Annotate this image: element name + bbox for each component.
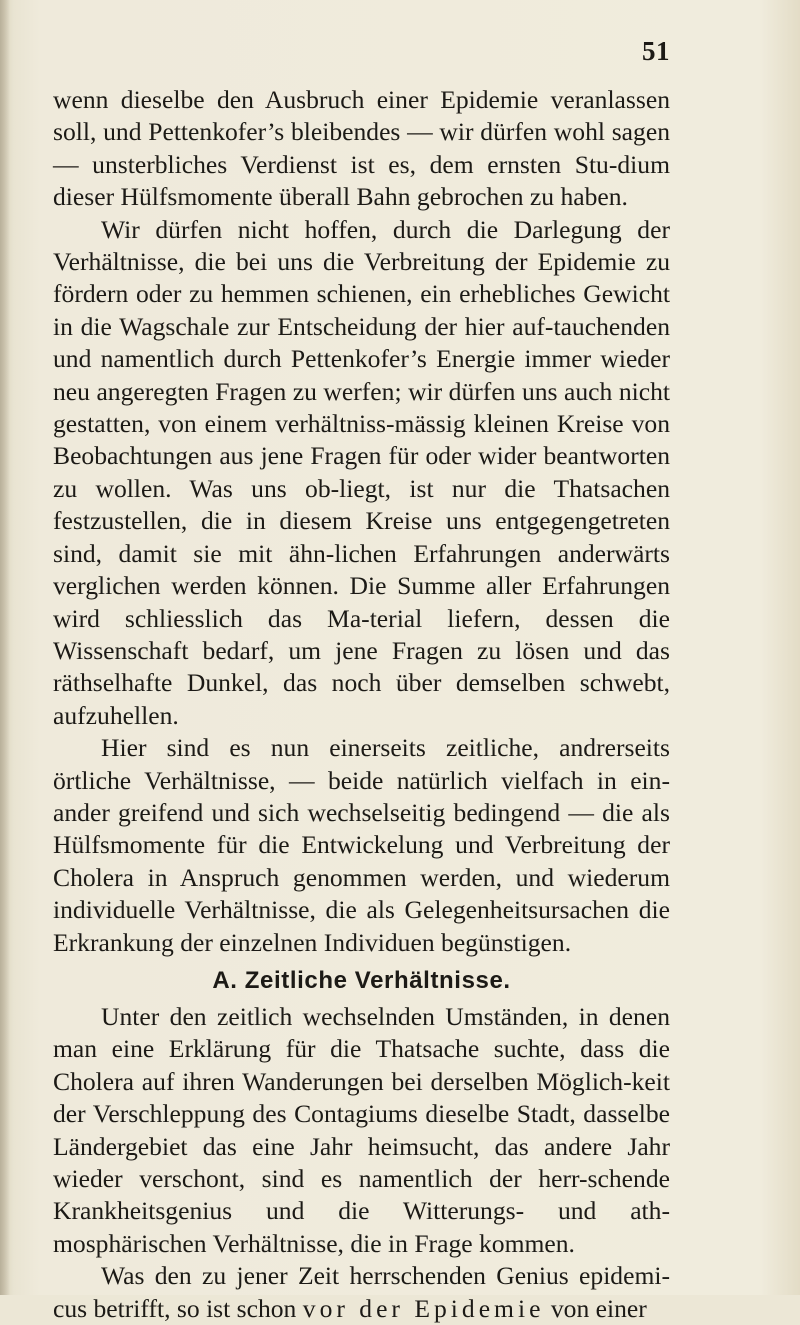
section-heading: A. Zeitliche Verhältnisse. xyxy=(212,966,511,994)
paragraph-3: Hier sind es nun einerseits zeitliche, andrerseits örtliche Verhältnisse, — beide natürlich vielfach in ein-ander greifend und sich wechselseitig bedingend — die als Hülfsmomente für die Entwickelung und Verbreitung der Cholera in Anspruch genommen werden, und wiederum individuelle Verhältnisse, die als Gelegenheitsursachen die Erkrankung der einzelnen Individuen begünstigen. xyxy=(53,733,670,957)
emphasized-spaced-text: vor der Epidemie xyxy=(302,1293,545,1323)
body-text xyxy=(53,84,670,1325)
page-gutter-shadow xyxy=(0,0,10,1295)
paragraph-4: Unter den zeitlich wechselnden Umständen, in denen man eine Erklärung für die Thatsache suchte, dass die Cholera auf ihren Wanderungen bei derselben Möglich-keit der Verschleppung des Contagiums dieselbe Stadt, dasselbe Ländergebiet das eine Jahr heimsucht, das andere Jahr wieder verschont, sind es namentlich der herr-schende Krankheitsgenius und die Witterungs- und ath-mosphärischen Verhältnisse, die in Frage kommen. xyxy=(53,1001,670,1258)
paragraph-5-start: Was den zu jener Zeit herrschenden Genius epidemi-cus betrifft, so ist schon xyxy=(53,1261,670,1323)
page-number: 51 xyxy=(642,36,670,66)
paragraph-5-end: von einer xyxy=(550,1293,647,1323)
paragraph-1: wenn dieselbe den Ausbruch einer Epidemie veranlassen soll, und Pettenkofer’s bleibendes — wir dürfen wohl sagen — unsterbliches Verdienst ist es, dem ernsten Stu-dium dieser Hülfsmomente überall Bahn gebrochen zu haben. xyxy=(53,85,670,212)
paragraph-2: Wir dürfen nicht hoffen, durch die Darlegung der Verhältnisse, die bei uns die Verbreitung der Epidemie zu fördern oder zu hemmen schienen, ein erhebliches Gewicht in die Wagschale zur Entscheidung der hier auf-tauchenden und namentlich durch Pettenkofer’s Energie immer wieder neu angeregten Fragen zu werfen; wir dürfen uns auch nicht gestatten, von einem verhältniss-mässig kleinen Kreise von Beobachtungen aus jene Fragen für oder wider beantworten zu wollen. Was uns ob-liegt, ist nur die Thatsachen festzustellen, die in diesem Kreise uns entgegengetreten sind, damit sie mit ähn-lichen Erfahrungen anderwärts verglichen werden können. Die Summe aller Erfahrungen wird schliesslich das Ma-terial liefern, dessen die Wissenschaft bedarf, um jene Fragen zu lösen und das räthselhafte Dunkel, das noch über demselben schwebt, aufzuhellen. xyxy=(53,214,670,730)
paragraph-5 xyxy=(53,1260,670,1325)
